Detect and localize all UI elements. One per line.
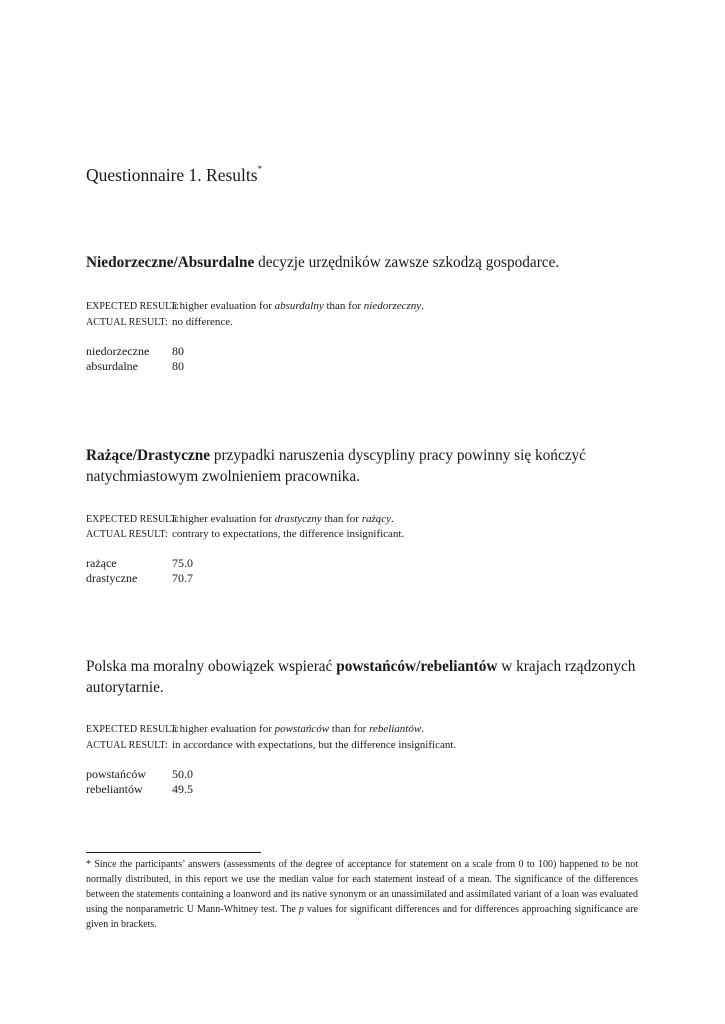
expected-text-a: a higher evaluation for [172,300,275,312]
statement-2 [86,445,646,487]
expected-text-a: a higher evaluation for [172,723,275,735]
page-title [86,159,262,187]
value-number: 50.0 [172,767,193,781]
expected-text-a: a higher evaluation for [172,513,275,525]
expected-term-2: niedorzeczny [363,300,422,312]
statement-2-rest: przypadki naruszenia dyscypliny pracy powinny się kończyć natychmiastowym zwolnieniem pracownika. [86,447,586,485]
expected-text-c: . [391,513,394,525]
actual-text: contrary to expectations, the difference insignificant. [172,528,405,540]
footnote-separator [86,852,261,853]
actual-text: in accordance with expectations, but the difference insignificant. [172,739,457,751]
value-label: powstańców [86,767,146,781]
statement-1 [86,252,646,273]
expected-term-2: rebeliantów [369,723,422,735]
actual-label: ACTUAL RESULT: [86,740,168,751]
footnote-text-1: * Since the participants’ answers (assessments of the degree of acceptance for statement on a scale from 0 to 100) happened to be not normally distributed, in this report we use the median value for each statement instead of a mean. The significance of the differences between the statements containing a loanword and its native synonym or an unassimilated and assimilated variant of a loan was evaluated using the nonparametric U Mann-Whitney test. The [86,859,638,915]
statement-3-rest: w krajach rządzonych autorytarnie. [86,658,636,696]
footnote-p-symbol: p [298,904,304,915]
expected-label: EXPECTED RESULT: [86,724,179,735]
expected-term-2: rażący [361,513,392,525]
expected-text [172,300,424,312]
value-label: rebeliantów [86,782,143,796]
value-number: 49.5 [172,782,193,796]
footnote [86,857,638,932]
value-number: 80 [172,344,184,358]
expected-text-c: . [421,300,424,312]
actual-label: ACTUAL RESULT: [86,529,168,540]
footnote-marker: * [257,164,263,174]
expected-result-1 [86,298,424,315]
expected-text [172,513,394,525]
value-row [86,359,184,374]
statement-1-rest: decyzje urzędników zawsze szkodzą gospodarce. [254,254,560,271]
value-row [86,767,193,782]
statement-3-highlight: powstańców/rebeliantów [336,658,498,675]
expected-text [172,723,424,735]
page-title-text: Questionnaire 1. Results [86,164,258,185]
value-label: niedorzeczne [86,344,150,358]
expected-text-c: . [421,723,424,735]
expected-text-b: than for [329,723,370,735]
expected-result-3 [86,721,424,738]
statement-3-pre: Polska ma moralny obowiązek wspierać [86,658,337,675]
expected-label: EXPECTED RESULT: [86,301,179,312]
expected-label: EXPECTED RESULT: [86,514,179,525]
value-row [86,344,184,359]
value-number: 75.0 [172,556,193,570]
value-label: absurdalne [86,359,138,373]
value-row [86,571,193,586]
value-label: rażące [86,556,117,570]
actual-result-1 [86,314,233,331]
actual-result-2 [86,526,404,543]
value-row [86,556,193,571]
expected-text-b: than for [323,300,364,312]
statement-1-highlight: Niedorzeczne/Absurdalne [86,254,255,271]
expected-term-1: powstańców [274,723,330,735]
footnote-text-2: values for significant differences and for differences approaching significance are given in brackets. [86,904,638,930]
value-label: drastyczne [86,571,138,585]
value-number: 80 [172,359,184,373]
statement-3 [86,656,646,698]
expected-term-1: drastyczny [274,513,322,525]
value-number: 70.7 [172,571,193,585]
actual-text: no difference. [172,316,233,328]
expected-text-b: than for [321,513,362,525]
value-row [86,782,193,797]
expected-term-1: absurdalny [274,300,324,312]
statement-2-highlight: Rażące/Drastyczne [86,447,211,464]
actual-result-3 [86,737,456,754]
actual-label: ACTUAL RESULT: [86,317,168,328]
